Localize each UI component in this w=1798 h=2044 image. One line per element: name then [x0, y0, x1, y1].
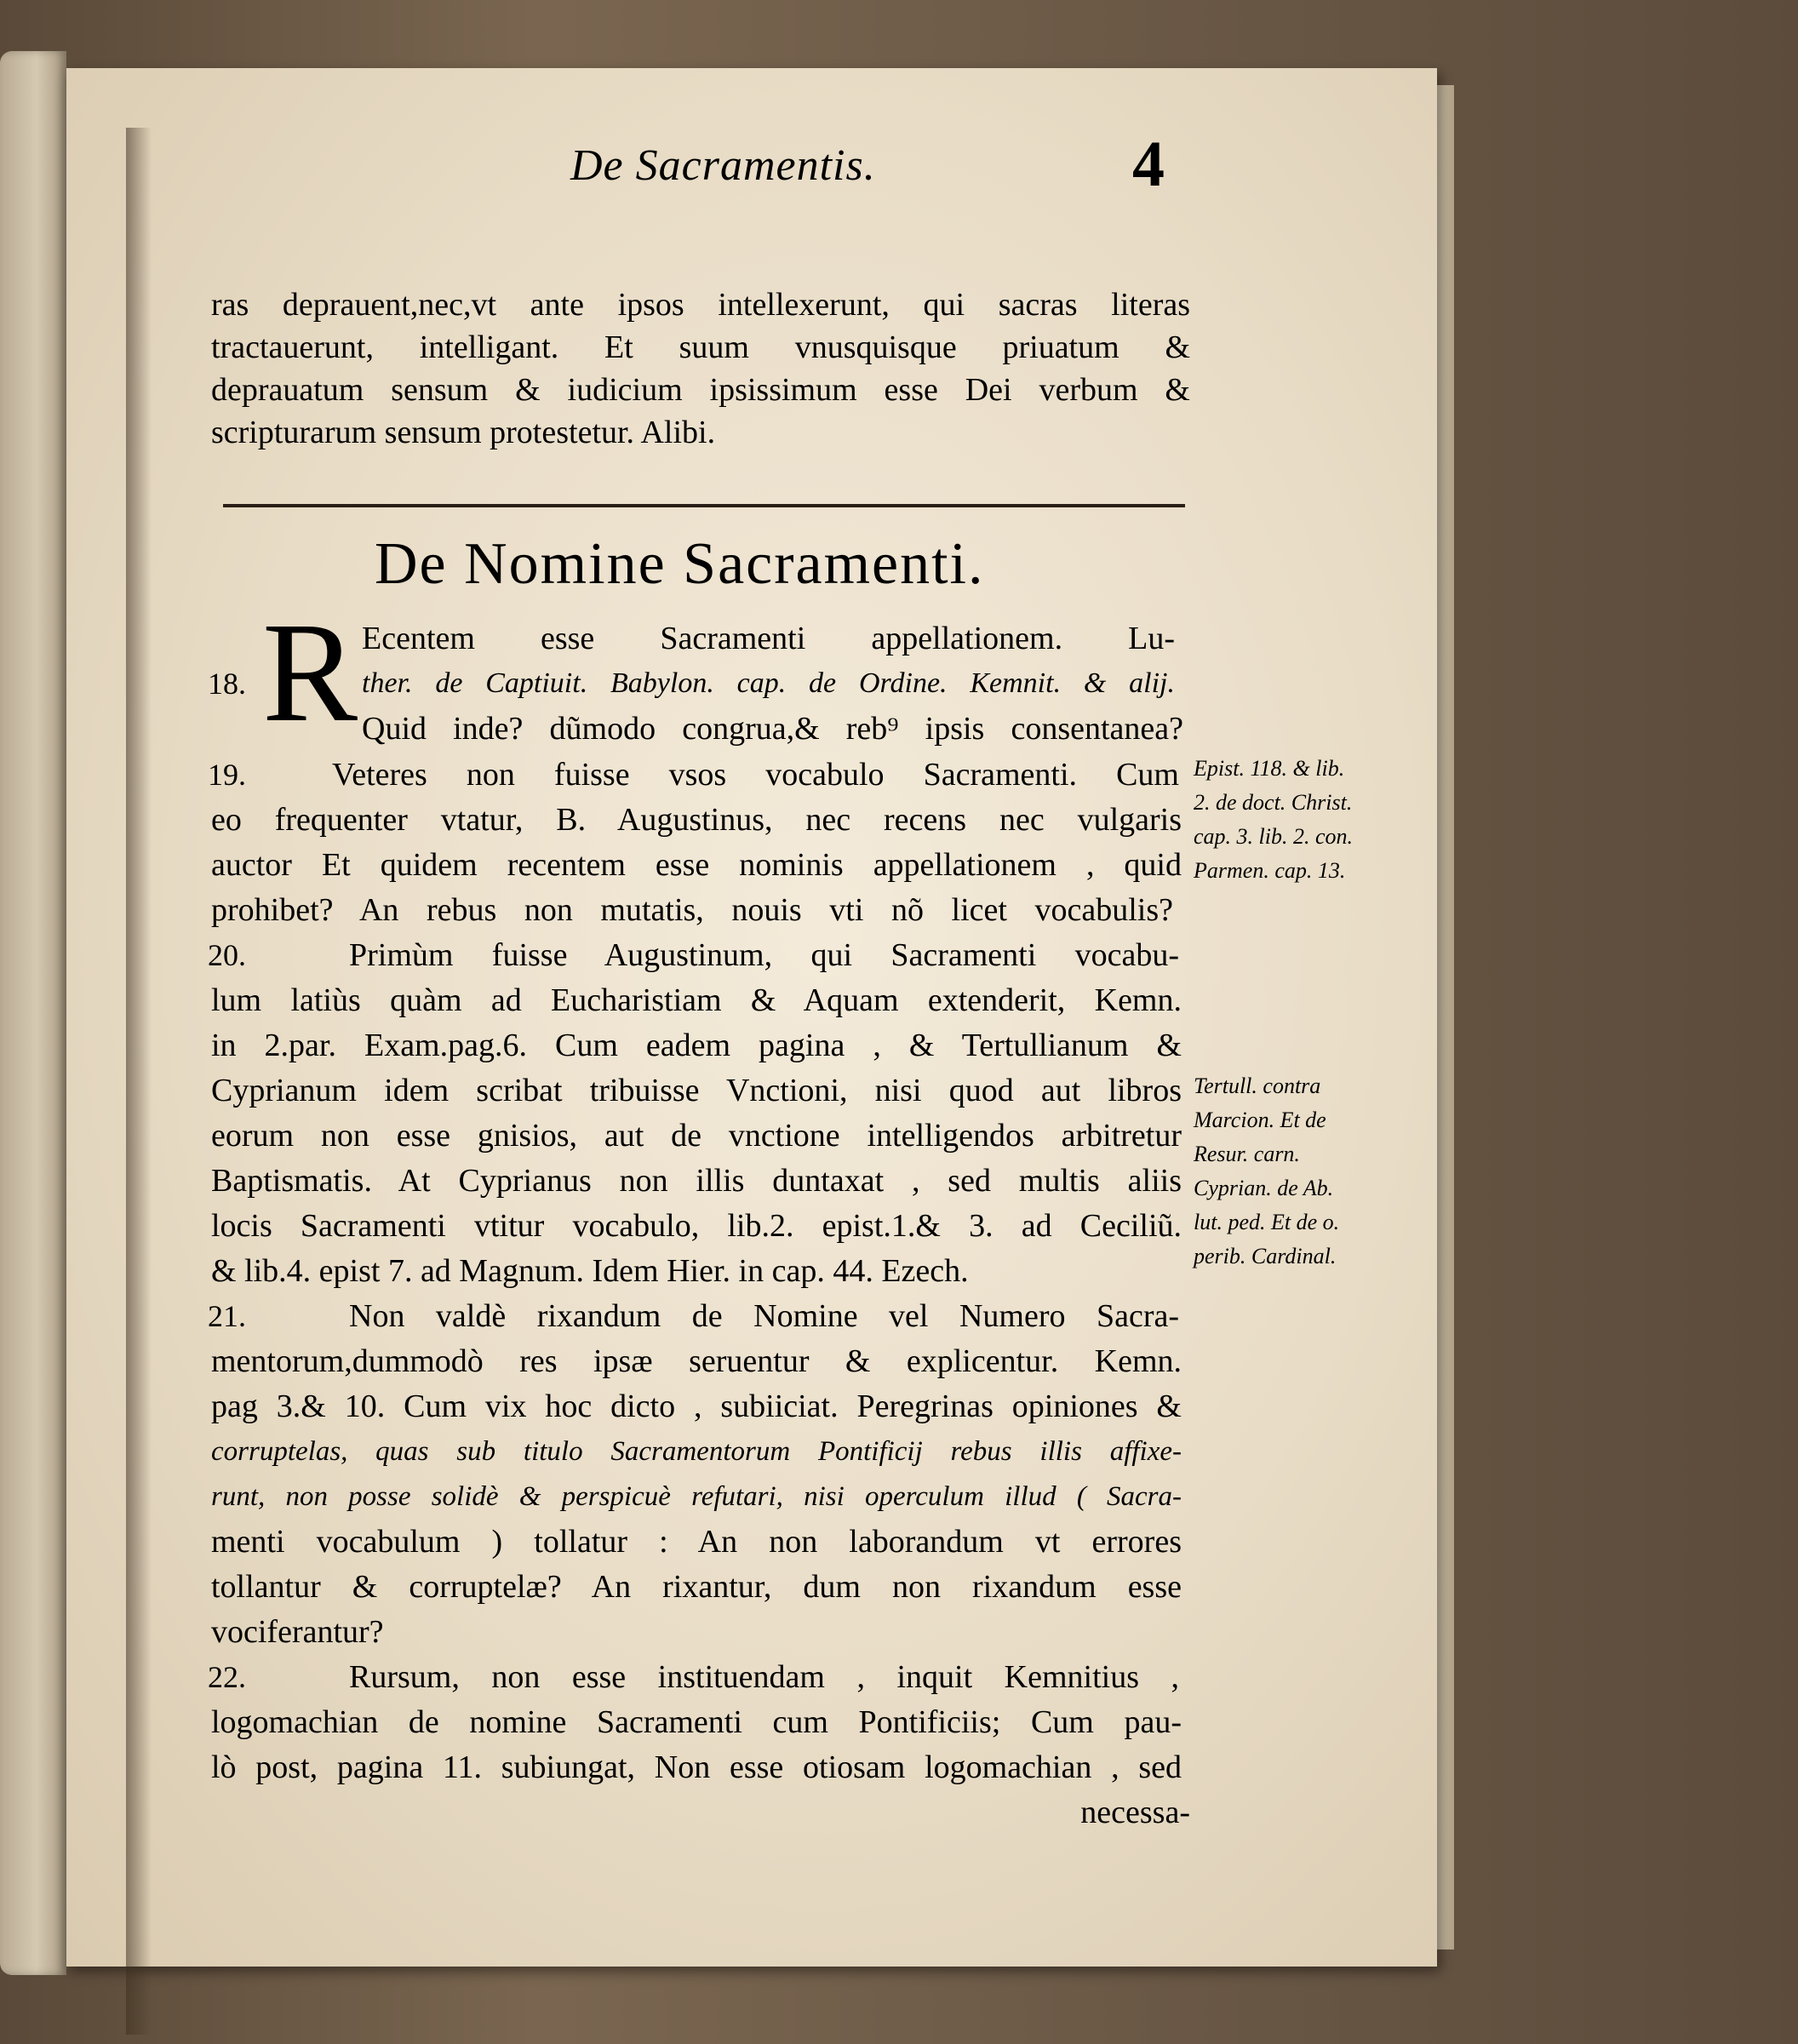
- paragraph-number: 19.: [208, 758, 246, 792]
- body-line: runt, non posse solidè & perspicuè refutari, nisi operculum illud ( Sacra-: [211, 1481, 1182, 1512]
- running-head: [502, 128, 1183, 204]
- body-line: eo frequenter vtatur, B. Augustinus, nec recens nec vulgaris: [211, 802, 1182, 838]
- margin-note: Tertull. contra: [1194, 1074, 1321, 1098]
- body-line: auctor Et quidem recentem esse nominis appellationem , quid: [211, 847, 1182, 883]
- body-line: vociferantur?: [211, 1614, 384, 1650]
- paragraph-number: 21.: [208, 1299, 246, 1333]
- running-title: De Sacramentis.: [570, 141, 876, 190]
- margin-note: perib. Cardinal.: [1194, 1244, 1337, 1268]
- body-line: locis Sacramenti vtitur vocabulo, lib.2. epist.1.& 3. ad Ceciliũ.: [211, 1208, 1182, 1244]
- body-line: pag 3.& 10. Cum vix hoc dicto , subiiciat. Peregrinas opiniones &: [211, 1388, 1182, 1424]
- body-line: Quid inde? dũmodo congrua,& reb⁹ ipsis consentanea?: [362, 711, 1183, 747]
- body-line: lum latiùs quàm ad Eucharistiam & Aquam extenderit, Kemn.: [211, 982, 1182, 1018]
- margin-note: 2. de doct. Christ.: [1194, 790, 1353, 815]
- drop-cap: R: [262, 593, 358, 752]
- body-line: Ecentem esse Sacramenti appellationem. Lu-: [362, 621, 1175, 656]
- body-line: in 2.par. Exam.pag.6. Cum eadem pagina , & Tertullianum &: [211, 1028, 1182, 1063]
- margin-note: Parmen. cap. 13.: [1194, 858, 1346, 883]
- intro-line: ras deprauent,nec,vt ante ipsos intellexerunt, qui sacras literas: [211, 287, 1190, 323]
- body-line: Rursum, non esse instituendam , inquit Kemnitius ,: [349, 1659, 1179, 1695]
- body-line: logomachian de nomine Sacramenti cum Pontificiis; Cum pau-: [211, 1704, 1182, 1740]
- intro-line: deprauatum sensum & iudicium ipsissimum esse Dei verbum &: [211, 372, 1190, 408]
- body-line: mentorum,dummodò res ipsæ seruentur & explicentur. Kemn.: [211, 1343, 1182, 1379]
- page-number: 4: [1132, 129, 1165, 200]
- body-line: Primùm fuisse Augustinum, qui Sacramenti vocabu-: [349, 937, 1179, 973]
- previous-page-edge: [0, 51, 66, 1975]
- paragraph-number: 18.: [208, 667, 246, 701]
- margin-note: Resur. carn.: [1194, 1142, 1300, 1166]
- paragraph-number: 22.: [208, 1660, 246, 1694]
- body-line: lò post, pagina 11. subiungat, Non esse otiosam logomachian , sed: [211, 1749, 1182, 1785]
- margin-note: Cyprian. de Ab.: [1194, 1176, 1334, 1200]
- body-line: prohibet? An rebus non mutatis, nouis vti nõ licet vocabulis?: [211, 892, 1173, 928]
- catchword: necessa-: [1080, 1795, 1190, 1830]
- body-line: & lib.4. epist 7. ad Magnum. Idem Hier. in cap. 44. Ezech.: [211, 1253, 969, 1289]
- section-rule: [223, 504, 1185, 507]
- body-line: corruptelas, quas sub titulo Sacramentorum Pontificij rebus illis affixe-: [211, 1436, 1182, 1467]
- body-line: menti vocabulum ) tollatur : An non laborandum vt errores: [211, 1524, 1182, 1560]
- intro-line: scripturarum sensum protestetur. Alibi.: [211, 415, 716, 450]
- body-line: tollantur & corruptelæ? An rixantur, dum non rixandum esse: [211, 1569, 1182, 1605]
- body-line: Veteres non fuisse vsos vocabulo Sacramenti. Cum: [332, 757, 1179, 793]
- margin-note: Marcion. Et de: [1194, 1108, 1326, 1132]
- page-block-edge: [1437, 85, 1454, 1950]
- body-line: Cyprianum idem scribat tribuisse Vnctioni, nisi quod aut libros: [211, 1073, 1182, 1108]
- margin-note: Epist. 118. & lib.: [1194, 756, 1345, 781]
- intro-line: tractauerunt, intelligant. Et suum vnusquisque priuatum &: [211, 329, 1190, 365]
- body-line: Non valdè rixandum de Nomine vel Numero Sacra-: [349, 1298, 1179, 1334]
- section-title: De Nomine Sacramenti.: [375, 531, 985, 597]
- body-line: Baptismatis. At Cyprianus non illis duntaxat , sed multis aliis: [211, 1163, 1182, 1199]
- paragraph-number: 20.: [208, 938, 246, 972]
- spine-shadow: [126, 128, 152, 2035]
- margin-note: lut. ped. Et de o.: [1194, 1210, 1340, 1234]
- margin-note: cap. 3. lib. 2. con.: [1194, 824, 1354, 849]
- body-line: ther. de Captiuit. Babylon. cap. de Ordine. Kemnit. & alij.: [362, 667, 1175, 699]
- body-line: eorum non esse gnisios, aut de vnctione intelligendos arbitretur: [211, 1118, 1182, 1154]
